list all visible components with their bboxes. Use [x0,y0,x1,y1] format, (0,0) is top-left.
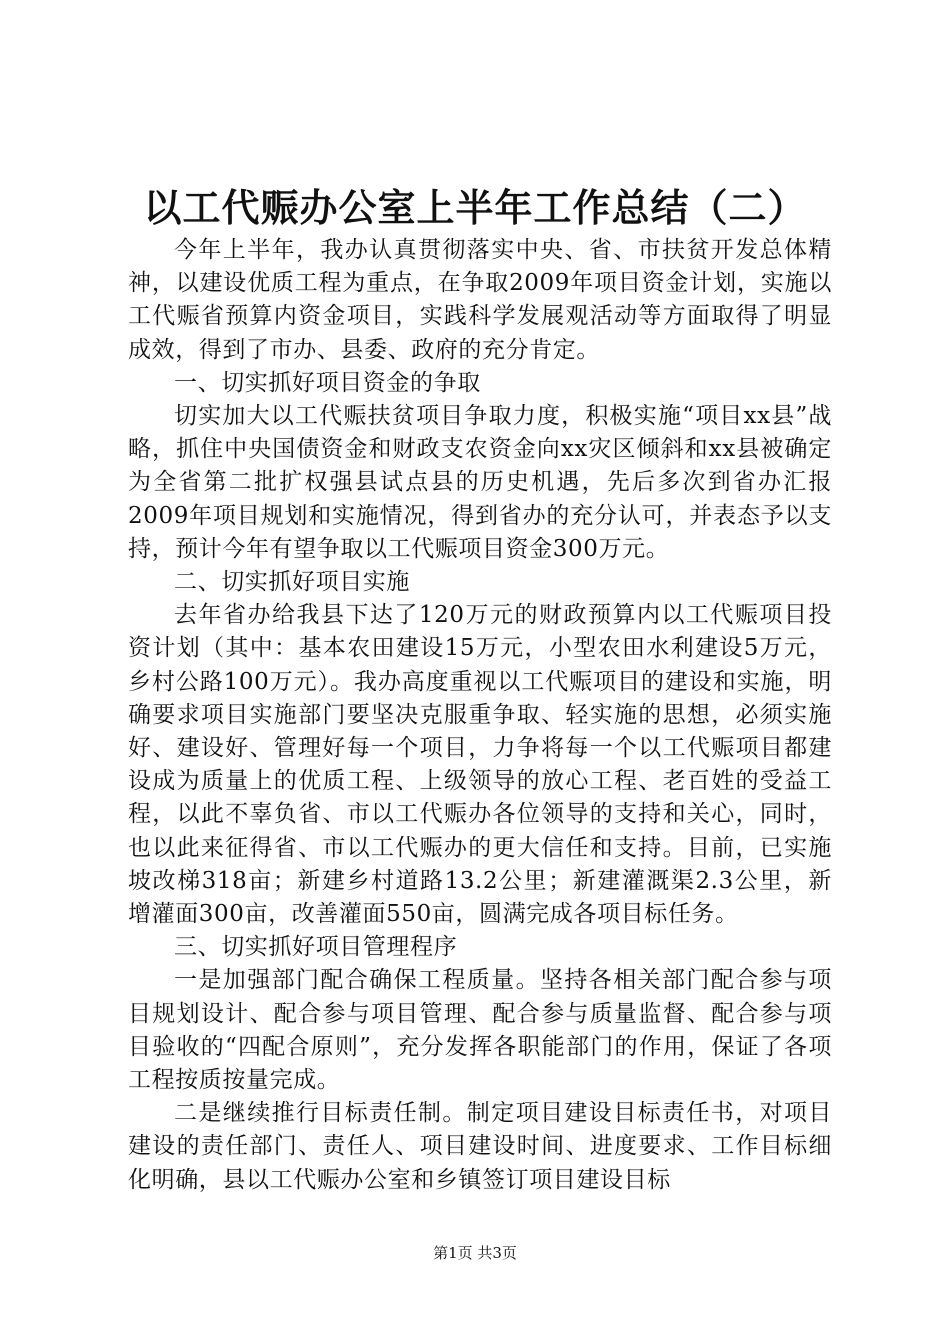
paragraph-coordination: 一是加强部门配合确保工程质量。坚持各相关部门配合参与项目规划设计、配合参与项目管理、配合参与质量监督、配合参与项目验收的“四配合原则”，充分发挥各职能部门的作用，保证了各项工程按质按量完成。 [128,967,832,1094]
document-title: 以工代赈办公室上半年工作总结（二） [143,185,807,230]
document-body [128,234,832,1197]
section-heading-1: 一、切实抓好项目资金的争取 [174,369,481,396]
section-heading-2: 二、切实抓好项目实施 [174,569,410,596]
paragraph-intro: 今年上半年，我办认真贯彻落实中央、省、市扶贫开发总体精神，以建设优质工程为重点，在争取2009年项目资金计划，实施以工代赈省预算内资金项目，实践科学发展观活动等方面取得了明显成效，得到了市办、县委、政府的充分肯定。 [128,237,832,363]
page-number-footer: 第1页 共3页 [433,1244,517,1262]
section-heading-3: 三、切实抓好项目管理程序 [174,934,458,961]
paragraph-implementation: 去年省办给我县下达了120万元的财政预算内以工代赈项目投资计划（其中：基本农田建设15万元，小型农田水利建设5万元，乡村公路100万元）。我办高度重视以工代赈项目的建设和实施，明确要求项目实施部门要坚决克服重争取、轻实施的思想，必须实施好、建设好、管理好每一个项目，力争将每一个以工代赈项目都建设成为质量上的优质工程、上级领导的放心工程、老百姓的受益工程，以此不辜负省、市以工代赈办各位领导的支持和关心，同时，也以此来征得省、市以工代赈办的更大信任和支持。目前，已实施坡改梯318亩；新建乡村道路13.2公里；新建灌溉渠2.3公里，新增灌面300亩，改善灌面550亩，圆满完成各项目标任务。 [128,602,832,928]
paragraph-funding: 切实加大以工代赈扶贫项目争取力度，积极实施“项目xx县”战略，抓住中央国债资金和财政支农资金向xx灾区倾斜和xx县被确定为全省第二批扩权强县试点县的历史机遇，先后多次到省办汇报2009年项目规划和实施情况，得到省办的充分认可，并表态予以支持，预计今年有望争取以工代赈项目资金300万元。 [128,403,832,562]
paragraph-responsibility: 二是继续推行目标责任制。制定项目建设目标责任书，对项目建设的责任部门、责任人、项目建设时间、进度要求、工作目标细化明确，县以工代赈办公室和乡镇签订项目建设目标 [128,1100,832,1193]
